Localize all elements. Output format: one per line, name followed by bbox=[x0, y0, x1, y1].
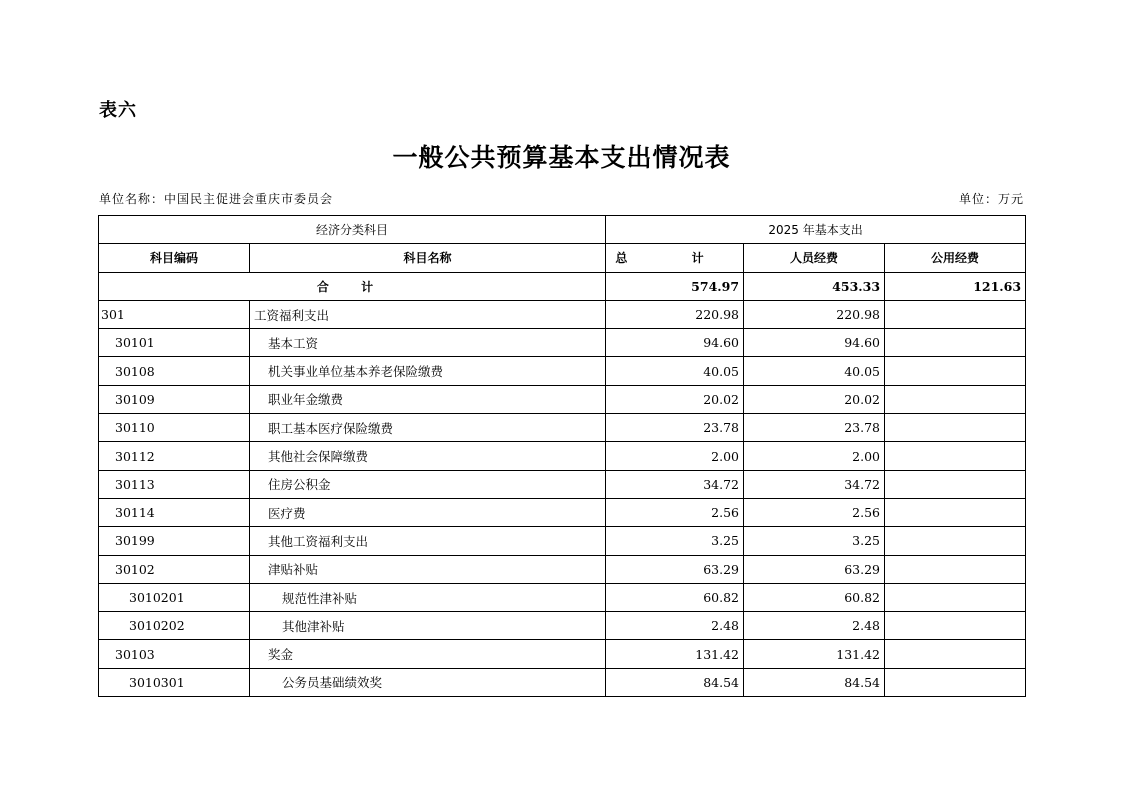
row-public bbox=[885, 385, 1026, 413]
row-personnel: 23.78 bbox=[744, 414, 885, 442]
row-name: 机关事业单位基本养老保险缴费 bbox=[250, 357, 606, 385]
table-row bbox=[99, 640, 1026, 668]
row-total: 84.54 bbox=[606, 668, 744, 696]
row-personnel: 2.48 bbox=[744, 612, 885, 640]
row-name: 奖金 bbox=[250, 640, 606, 668]
table-row bbox=[99, 414, 1026, 442]
row-personnel: 131.42 bbox=[744, 640, 885, 668]
row-code: 30102 bbox=[99, 555, 250, 583]
header-group-row bbox=[99, 216, 1026, 244]
row-code: 3010201 bbox=[99, 583, 250, 611]
table-row bbox=[99, 555, 1026, 583]
row-code: 30199 bbox=[99, 527, 250, 555]
row-name: 其他工资福利支出 bbox=[250, 527, 606, 555]
row-public bbox=[885, 442, 1026, 470]
total-amount: 574.97 bbox=[606, 272, 744, 300]
row-personnel: 60.82 bbox=[744, 583, 885, 611]
table-row bbox=[99, 527, 1026, 555]
table-row bbox=[99, 583, 1026, 611]
row-code: 3010202 bbox=[99, 612, 250, 640]
row-code: 30110 bbox=[99, 414, 250, 442]
row-public bbox=[885, 414, 1026, 442]
table-row bbox=[99, 612, 1026, 640]
row-total: 131.42 bbox=[606, 640, 744, 668]
table-row bbox=[99, 442, 1026, 470]
row-public bbox=[885, 583, 1026, 611]
row-public bbox=[885, 668, 1026, 696]
row-code: 30103 bbox=[99, 640, 250, 668]
row-total: 3.25 bbox=[606, 527, 744, 555]
row-name: 津贴补贴 bbox=[250, 555, 606, 583]
row-total: 23.78 bbox=[606, 414, 744, 442]
row-total: 220.98 bbox=[606, 300, 744, 328]
row-personnel: 63.29 bbox=[744, 555, 885, 583]
row-name: 工资福利支出 bbox=[250, 300, 606, 328]
total-public: 121.63 bbox=[885, 272, 1026, 300]
header-expense-year: 2025 年基本支出 bbox=[606, 216, 1026, 244]
row-public bbox=[885, 640, 1026, 668]
row-code: 30113 bbox=[99, 470, 250, 498]
table-row bbox=[99, 498, 1026, 526]
row-code: 30109 bbox=[99, 385, 250, 413]
header-category: 经济分类科目 bbox=[99, 216, 606, 244]
row-personnel: 34.72 bbox=[744, 470, 885, 498]
row-code: 301 bbox=[99, 300, 250, 328]
table-row bbox=[99, 470, 1026, 498]
header-total: 总 计 bbox=[606, 244, 744, 272]
row-personnel: 20.02 bbox=[744, 385, 885, 413]
table-row bbox=[99, 385, 1026, 413]
row-total: 94.60 bbox=[606, 329, 744, 357]
row-name: 职业年金缴费 bbox=[250, 385, 606, 413]
row-name: 规范性津补贴 bbox=[250, 583, 606, 611]
row-total: 34.72 bbox=[606, 470, 744, 498]
row-total: 60.82 bbox=[606, 583, 744, 611]
row-public bbox=[885, 612, 1026, 640]
row-name: 公务员基础绩效奖 bbox=[250, 668, 606, 696]
row-code: 30112 bbox=[99, 442, 250, 470]
table-row bbox=[99, 357, 1026, 385]
header-column-row bbox=[99, 244, 1026, 272]
row-name: 医疗费 bbox=[250, 498, 606, 526]
total-label: 合 计 bbox=[99, 272, 606, 300]
row-personnel: 220.98 bbox=[744, 300, 885, 328]
row-name: 基本工资 bbox=[250, 329, 606, 357]
row-personnel: 3.25 bbox=[744, 527, 885, 555]
row-personnel: 40.05 bbox=[744, 357, 885, 385]
row-code: 30108 bbox=[99, 357, 250, 385]
row-public bbox=[885, 498, 1026, 526]
header-public: 公用经费 bbox=[885, 244, 1026, 272]
total-personnel: 453.33 bbox=[744, 272, 885, 300]
row-personnel: 84.54 bbox=[744, 668, 885, 696]
row-personnel: 2.00 bbox=[744, 442, 885, 470]
row-public bbox=[885, 470, 1026, 498]
table-number: 表六 bbox=[99, 100, 137, 121]
unit-name: 单位名称：中国民主促进会重庆市委员会 bbox=[99, 192, 334, 206]
row-personnel: 94.60 bbox=[744, 329, 885, 357]
row-public bbox=[885, 527, 1026, 555]
row-total: 63.29 bbox=[606, 555, 744, 583]
row-total: 40.05 bbox=[606, 357, 744, 385]
row-code: 30101 bbox=[99, 329, 250, 357]
table-row bbox=[99, 300, 1026, 328]
row-name: 其他津补贴 bbox=[250, 612, 606, 640]
row-personnel: 2.56 bbox=[744, 498, 885, 526]
row-total: 2.56 bbox=[606, 498, 744, 526]
total-row bbox=[99, 272, 1026, 300]
budget-table bbox=[98, 215, 1026, 697]
row-public bbox=[885, 357, 1026, 385]
header-code: 科目编码 bbox=[99, 244, 250, 272]
table-row bbox=[99, 668, 1026, 696]
row-public bbox=[885, 555, 1026, 583]
row-code: 3010301 bbox=[99, 668, 250, 696]
page-title: 一般公共预算基本支出情况表 bbox=[392, 143, 731, 172]
row-code: 30114 bbox=[99, 498, 250, 526]
row-total: 20.02 bbox=[606, 385, 744, 413]
table-row bbox=[99, 329, 1026, 357]
header-name: 科目名称 bbox=[250, 244, 606, 272]
row-public bbox=[885, 300, 1026, 328]
row-name: 职工基本医疗保险缴费 bbox=[250, 414, 606, 442]
unit-label: 单位：万元 bbox=[958, 192, 1024, 206]
row-name: 住房公积金 bbox=[250, 470, 606, 498]
row-name: 其他社会保障缴费 bbox=[250, 442, 606, 470]
row-public bbox=[885, 329, 1026, 357]
row-total: 2.48 bbox=[606, 612, 744, 640]
row-total: 2.00 bbox=[606, 442, 744, 470]
header-personnel: 人员经费 bbox=[744, 244, 885, 272]
